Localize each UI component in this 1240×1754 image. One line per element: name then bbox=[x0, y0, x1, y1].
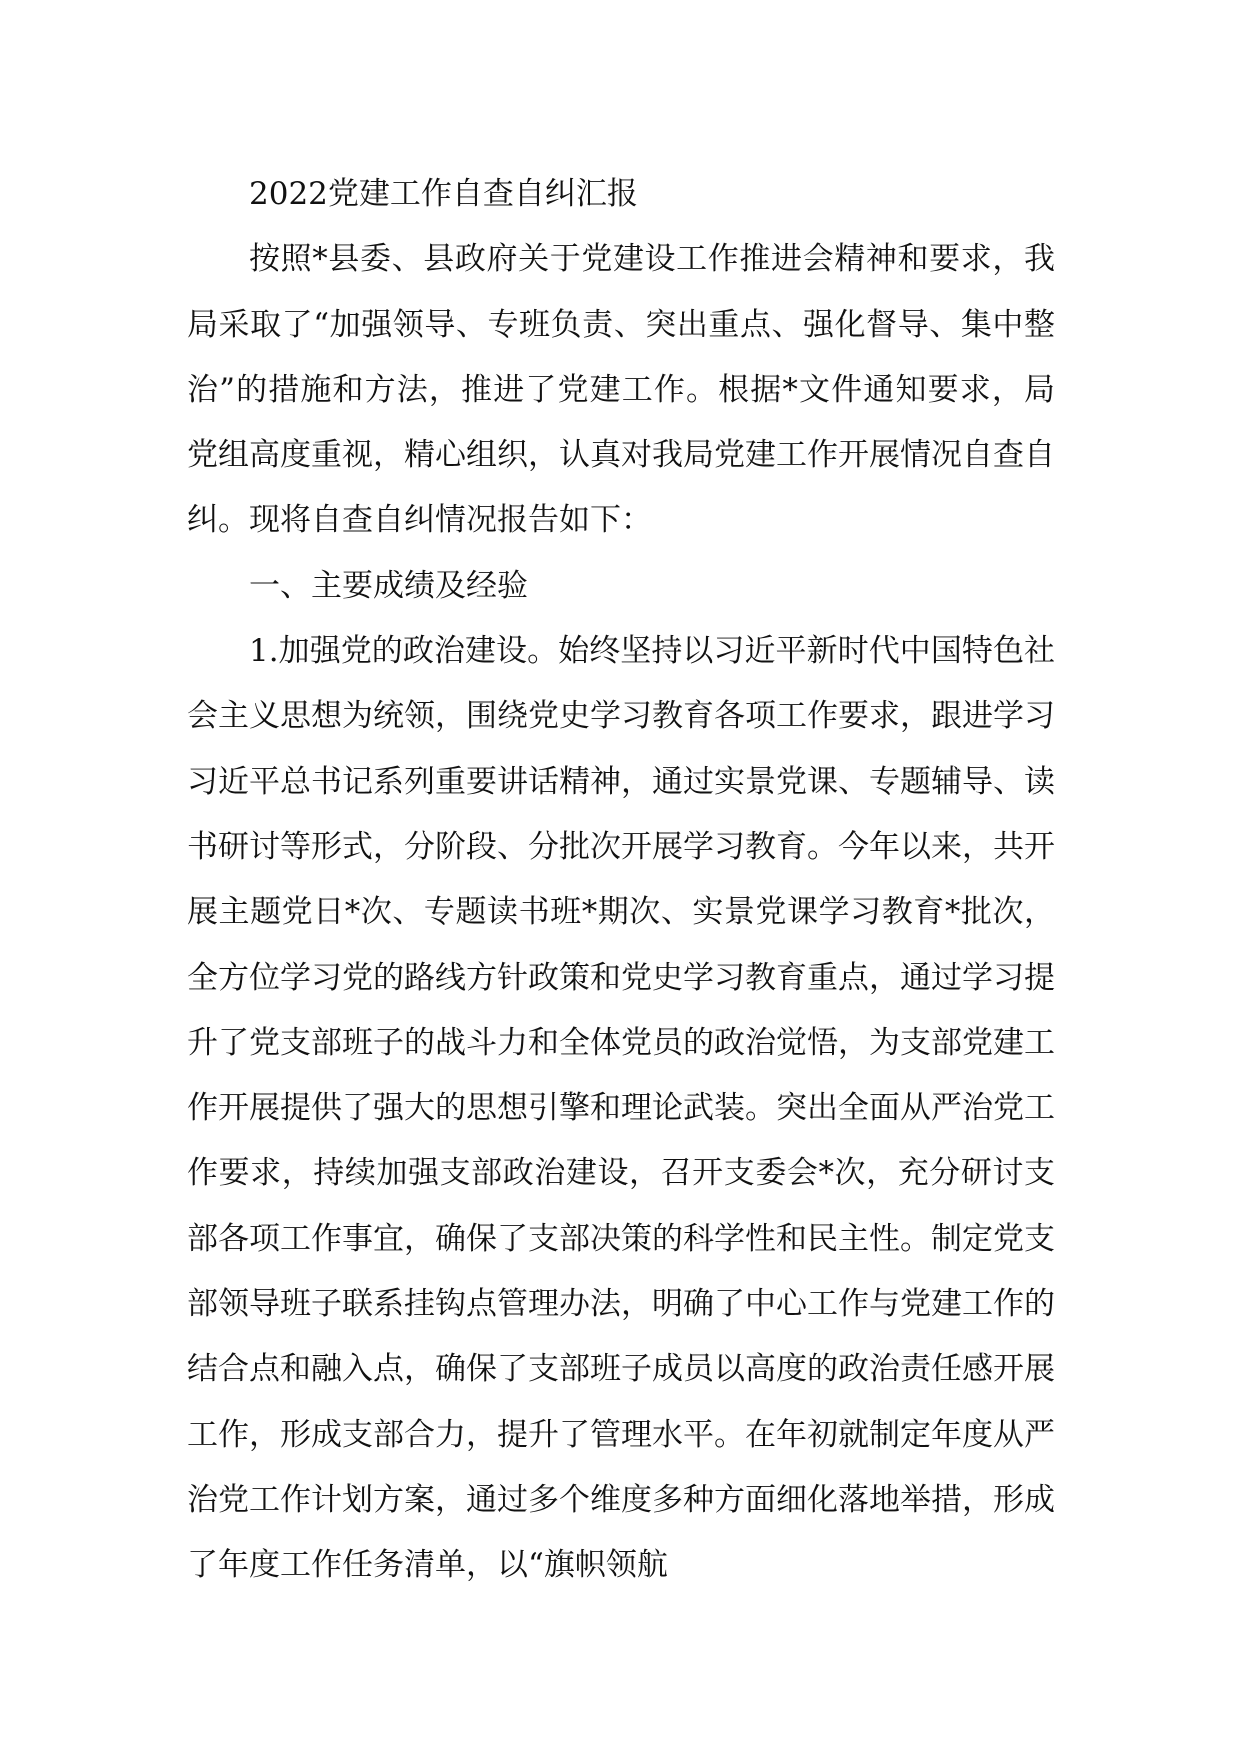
section-heading: 一、主要成绩及经验 bbox=[249, 567, 528, 604]
intro-paragraph: 按照*县委、县政府关于党建设工作推进会精神和要求，我局采取了“加强领导、专班负责、突出重点、强化督导、集中整治”的措施和方法，推进了党建工作。根据*文件通知要求，局党组高度重视，精心组织，认真对我局党建工作开展情况自查自纠。现将自查自纠情况报告如下： bbox=[187, 241, 1055, 539]
document-body bbox=[187, 162, 1055, 1599]
body-paragraph: 1.加强党的政治建设。始终坚持以习近平新时代中国特色社会主义思想为统领，围绕党史学习教育各项工作要求，跟进学习习近平总书记系列重要讲话精神，通过实景党课、专题辅导、读书研讨等形式，分阶段、分批次开展学习教育。今年以来，共开展主题党日*次、专题读书班*期次、实景党课学习教育*批次，全方位学习党的路线方针政策和党史学习教育重点，通过学习提升了党支部班子的战斗力和全体党员的政治觉悟，为支部党建工作开展提供了强大的思想引擎和理论武装。突出全面从严治党工作要求，持续加强支部政治建设，召开支委会*次，充分研讨支部各项工作事宜，确保了支部决策的科学性和民主性。制定党支部领导班子联系挂钩点管理办法，明确了中心工作与党建工作的结合点和融入点，确保了支部班子成员以高度的政治责任感开展工作，形成支部合力，提升了管理水平。在年初就制定年度从严治党工作计划方案，通过多个维度多种方面细化落地举措，形成了年度工作任务清单，以“旗帜领航 bbox=[187, 633, 1055, 1584]
document-title: 2022党建工作自查自纠汇报 bbox=[249, 176, 638, 212]
